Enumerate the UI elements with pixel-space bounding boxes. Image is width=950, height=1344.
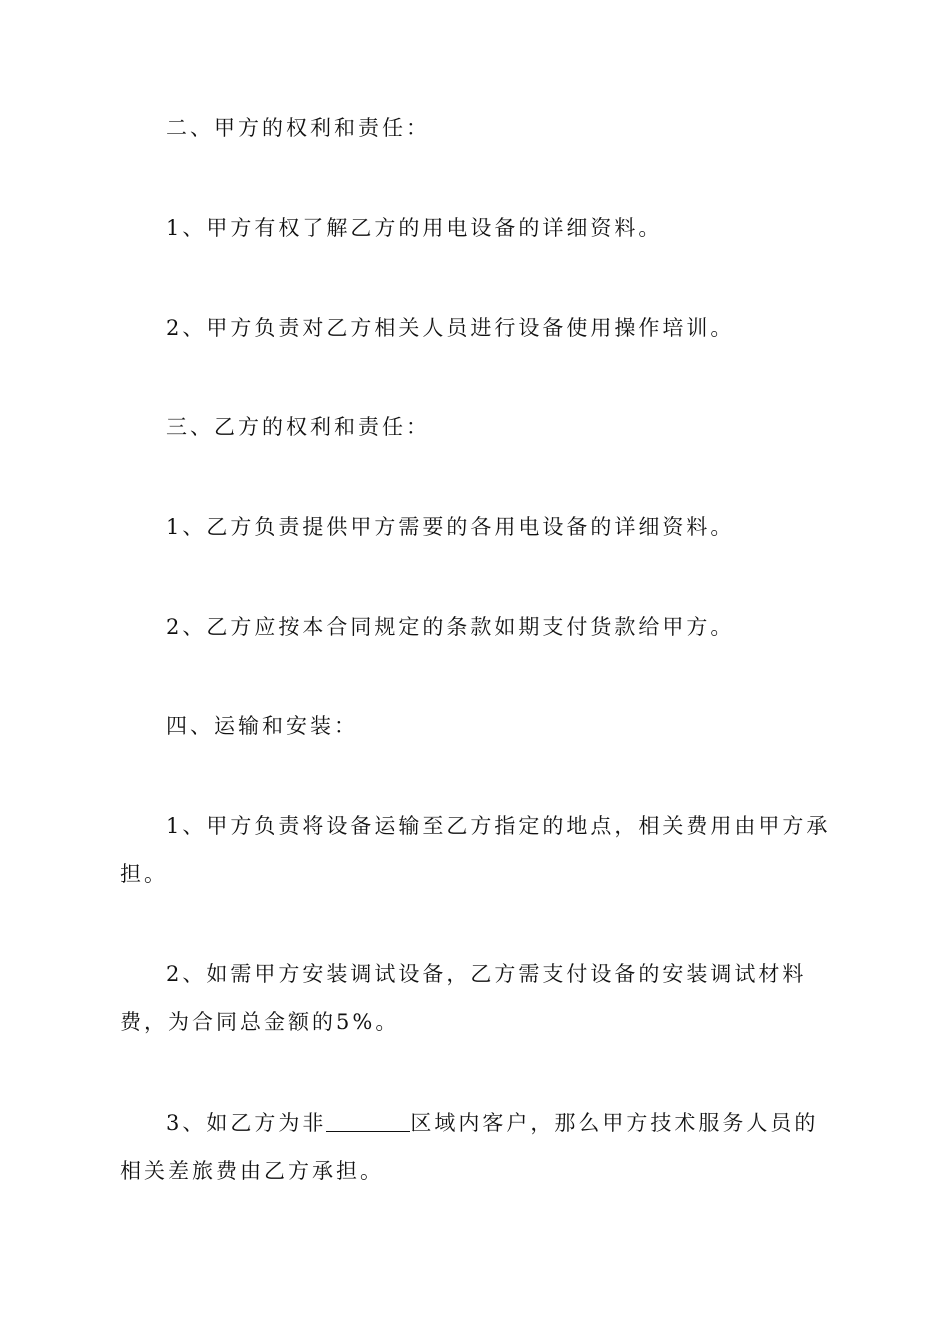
section-heading-party-a-rights: 二、甲方的权利和责任： [166, 116, 430, 140]
clause-travel-expense [120, 1099, 832, 1195]
clause-party-b-payment: 2、乙方应按本合同规定的条款如期支付货款给甲方。 [166, 615, 735, 639]
clause-party-b-provide-info: 1、乙方负责提供甲方需要的各用电设备的详细资料。 [166, 515, 735, 539]
clause-installation-fee: 2、如需甲方安装调试设备，乙方需支付设备的安装调试材料费，为合同总金额的5%。 [120, 962, 807, 1034]
section-heading-transport-install: 四、运输和安装： [166, 714, 358, 738]
clause-party-a-training: 2、甲方负责对乙方相关人员进行设备使用操作培训。 [166, 316, 735, 340]
clause-travel-expense-rest: 区域内客户，那么甲方技术服务人员的相关差旅费由乙方承担。 [120, 1111, 819, 1183]
region-blank-line [326, 1107, 410, 1132]
clause-transport-cost: 1、甲方负责将设备运输至乙方指定的地点，相关费用由甲方承担。 [120, 814, 831, 886]
clause-travel-expense-lead: 3、如乙方为非 [166, 1111, 327, 1135]
section-heading-party-b-rights: 三、乙方的权利和责任： [166, 415, 430, 439]
clause-party-a-info-right: 1、甲方有权了解乙方的用电设备的详细资料。 [166, 216, 663, 240]
